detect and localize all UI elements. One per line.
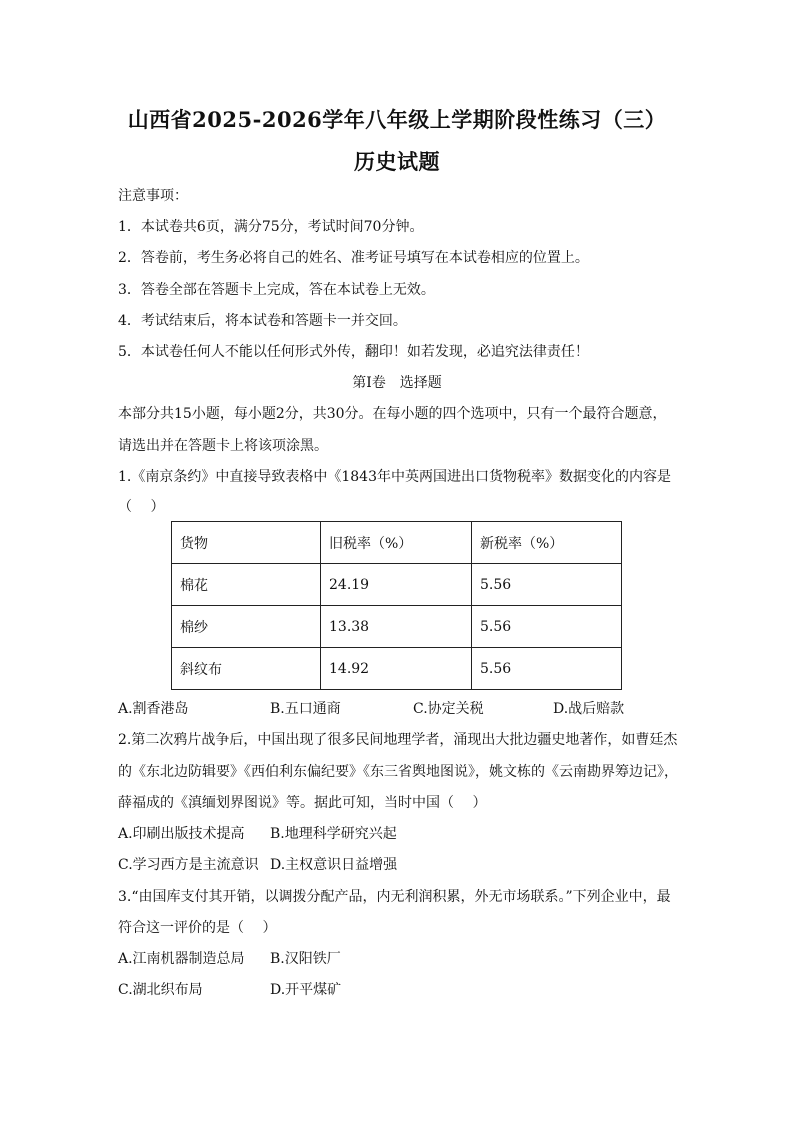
section-intro: 本部分共15小题，每小题2分，共30分。在每小题的四个选项中，只有一个最符合题意， (118, 406, 667, 422)
table-cell: 棉纱 (172, 606, 321, 648)
question-2-stem: 2.第二次鸦片战争后，中国出现了很多民间地理学者，涌现出大批边疆史地著作，如曹廷杰 (118, 732, 678, 748)
exam-subtitle: 历史试题 (354, 149, 440, 174)
table-cell: 5.56 (472, 564, 622, 606)
question-2-option-a: A.印刷出版技术提高 (118, 826, 245, 842)
table-header-cell: 新税率（%） (472, 522, 622, 564)
question-1-stem: 1.《南京条约》中直接导致表格中《1843年中英两国进出口货物税率》数据变化的内容是 (118, 469, 671, 485)
table-header-row (172, 522, 622, 564)
question-3-option-b: B.汉阳铁厂 (270, 951, 341, 967)
question-2-option-d: D.主权意识日益增强 (270, 857, 398, 873)
table-row (172, 606, 622, 648)
question-1-option-d: D.战后赔款 (553, 701, 625, 717)
table-row (172, 648, 622, 690)
question-1-stem-paren: （ ） (118, 499, 165, 515)
table-cell: 5.56 (472, 648, 622, 690)
note-item: 5．本试卷任何人不能以任何形式外传，翻印！如若发现，必追究法律责任！ (118, 344, 589, 360)
question-2-stem: 的《东北边防辑要》《西伯利东偏纪要》《东三省舆地图说》，姚文栋的《云南勘界筹边记》， (118, 764, 678, 780)
question-2-option-c: C.学习西方是主流意识 (118, 857, 259, 873)
table-header-cell: 旧税率（%） (321, 522, 472, 564)
tax-rate-table (171, 521, 622, 690)
note-item: 4．考试结束后，将本试卷和答题卡一并交回。 (118, 313, 407, 329)
section-heading: 第Ⅰ卷 选择题 (352, 375, 442, 391)
note-item: 1．本试卷共6页，满分75分，考试时间70分钟。 (118, 219, 424, 235)
table-cell: 5.56 (472, 606, 622, 648)
question-3-option-d: D.开平煤矿 (270, 982, 342, 998)
table-header-cell: 货物 (172, 522, 321, 564)
question-1-option-a: A.割香港岛 (118, 701, 189, 717)
table-row (172, 564, 622, 606)
question-2-option-b: B.地理科学研究兴起 (270, 826, 397, 842)
table-cell: 13.38 (321, 606, 472, 648)
table-cell: 斜纹布 (172, 648, 321, 690)
question-1-option-c: C.协定关税 (413, 701, 484, 717)
table-cell: 14.92 (321, 648, 472, 690)
question-3-stem: 3.“由国库支付其开销，以调拨分配产品，内无利润积累，外无市场联系。”下列企业中，最 (118, 889, 671, 905)
notes-heading: 注意事项： (118, 188, 188, 204)
table-cell: 24.19 (321, 564, 472, 606)
question-1-option-b: B.五口通商 (270, 701, 341, 717)
question-3-stem: 符合这一评价的是（ ） (118, 920, 277, 936)
section-intro: 请选出并在答题卡上将该项涂黑。 (118, 438, 328, 454)
question-3-option-c: C.湖北织布局 (118, 982, 203, 998)
exam-title: 山西省2025-2026学年八年级上学期阶段性练习（三） (127, 107, 667, 132)
question-2-stem: 薛福成的《滇缅划界图说》等。据此可知，当时中国（ ） (118, 795, 487, 811)
note-item: 2．答卷前，考生务必将自己的姓名、准考证号填写在本试卷相应的位置上。 (118, 250, 589, 266)
question-3-option-a: A.江南机器制造总局 (118, 951, 245, 967)
table-cell: 棉花 (172, 564, 321, 606)
note-item: 3．答卷全部在答题卡上完成，答在本试卷上无效。 (118, 282, 435, 298)
